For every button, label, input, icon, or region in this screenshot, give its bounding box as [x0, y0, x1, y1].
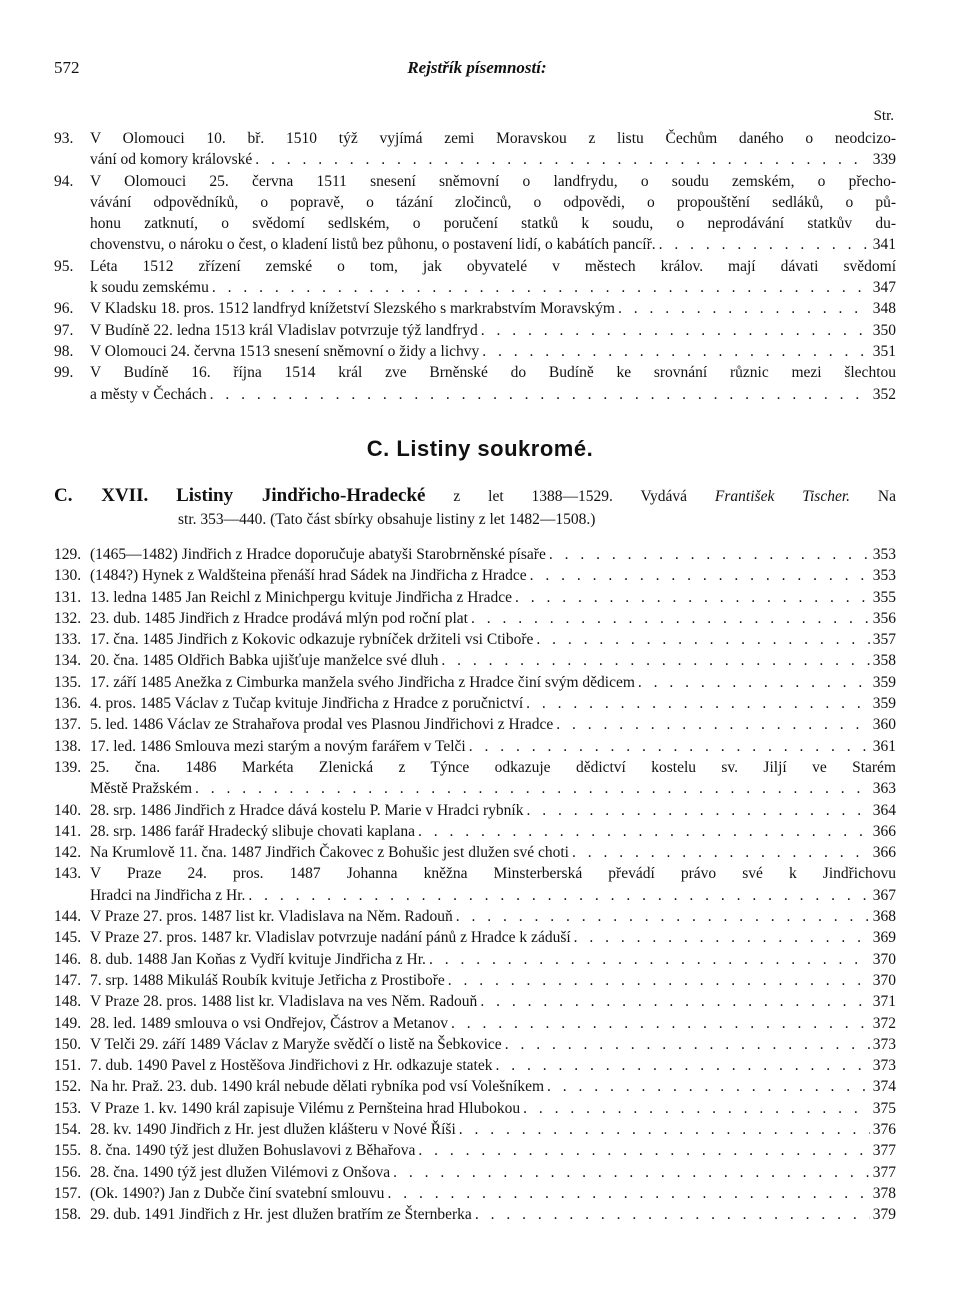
entry-text: 5. led. 1486 Václav ze Strahařova prodal ves Plasnou Jindřichovi z Hradce: [90, 716, 554, 734]
entry-line-last: [54, 277, 896, 298]
entry-line-last: [54, 544, 896, 565]
entry-text: 13. ledna 1485 Jan Reichl z Minichpergu kvituje Jindřicha z Hradce: [90, 588, 512, 606]
entry-leader: [90, 778, 896, 799]
entry-number: 130.: [54, 567, 82, 585]
entry-line-last: [54, 149, 896, 170]
entry-page: 377: [872, 1142, 896, 1160]
entry-number: 147.: [54, 971, 82, 989]
entry-number: 97.: [54, 321, 74, 339]
entry-line-last: [54, 608, 896, 629]
entry-text: V Praze 28. pros. 1488 list kr. Vladislava na ves Něm. Radouň: [90, 993, 478, 1011]
entry-text: 28. srp. 1486 farář Hradecký slibuje chovati kaplana: [90, 822, 415, 840]
entry-number: 142.: [54, 844, 82, 862]
entry-text: V Olomouci 25. června 1511 snesení sněmovní o landfrydu, o soudu zemském, o přecho-: [90, 172, 896, 190]
entry-line-last: [54, 341, 896, 362]
entry-text: V Olomouci 24. června 1513 snesení sněmovní o židy a lichvy: [90, 342, 480, 360]
entry-text: vání od komory královské: [90, 151, 253, 169]
entry-number: 158.: [54, 1206, 82, 1224]
entry-leader: [90, 629, 896, 650]
section-title: C. Listiny soukromé.: [366, 436, 594, 461]
entry-line-last: [54, 234, 896, 255]
entry-leader: [90, 384, 896, 405]
dot-leader: [481, 320, 870, 341]
entry-text: 7. dub. 1490 Pavel z Hostěšova Jindřichovi z Hr. odkazuje statek: [90, 1057, 493, 1075]
dot-leader: [441, 650, 869, 671]
entry-line-last: [54, 650, 896, 671]
entry-line-last: [54, 565, 896, 586]
entry-text: 17. září 1485 Anežka z Cimburka manžela svého Jindřicha z Hradce činí svým dědicem: [90, 673, 635, 691]
dot-leader: [572, 842, 870, 863]
entry-line-last: [54, 778, 896, 799]
entry-page: 370: [872, 971, 896, 989]
entry-line-last: [54, 384, 896, 405]
entry-line: [54, 362, 896, 383]
entry-number: 131.: [54, 588, 82, 606]
page-header: [54, 58, 900, 84]
entry-line-last: [54, 320, 896, 341]
dot-leader: [469, 736, 870, 757]
entry-line-last: [54, 672, 896, 693]
entry-page: 370: [872, 950, 896, 968]
entry-text: V Budíně 22. ledna 1513 král Vladislav potvrzuje týž landfryd: [90, 321, 478, 339]
entry-number: 94.: [54, 172, 74, 190]
dot-leader: [418, 821, 870, 842]
subsection-editor: František Tischer.: [714, 488, 851, 505]
entry-number: 139.: [54, 758, 82, 776]
entry-text: 17. led. 1486 Smlouva mezi starým a novým farářem v Telči: [90, 737, 466, 755]
subsection-span: z let 1388—1529.: [453, 488, 613, 505]
dot-leader: [638, 672, 870, 693]
dot-leader: [429, 949, 870, 970]
entry-line-last: [54, 693, 896, 714]
entry-number: 133.: [54, 631, 82, 649]
entry-leader: [90, 906, 896, 927]
entry-number: 157.: [54, 1184, 82, 1202]
entry-number: 149.: [54, 1014, 82, 1032]
entry-line: [54, 213, 896, 234]
entry-leader: [90, 1140, 896, 1161]
entry-page: 356: [872, 609, 896, 627]
entry-page: 359: [872, 673, 896, 691]
dot-leader: [549, 544, 870, 565]
entry-number: 156.: [54, 1163, 82, 1181]
entry-leader: [90, 736, 896, 757]
entry-leader: [90, 1055, 896, 1076]
subsection-na: Na: [877, 488, 896, 505]
entry-page: 369: [872, 929, 896, 947]
entry-page: 360: [872, 716, 896, 734]
dot-leader: [448, 970, 870, 991]
entry-line-last: [54, 587, 896, 608]
entry-page: 366: [872, 844, 896, 862]
entry-number: 137.: [54, 716, 82, 734]
entry-line: [54, 171, 896, 192]
entry-line: [54, 256, 896, 277]
entry-page: 372: [872, 1014, 896, 1032]
dot-leader: [659, 234, 870, 255]
dot-leader: [530, 565, 870, 586]
entry-leader: [90, 970, 896, 991]
entry-page: 353: [872, 546, 896, 563]
entry-text: vávání odpovědníků, o popravě, o tázání zločinců, o odpovědi, o propouštění sedláků, o pů-: [90, 193, 896, 211]
entry-page: 352: [872, 385, 896, 403]
entry-page: 373: [872, 1057, 896, 1075]
entry-number: 150.: [54, 1035, 82, 1053]
entry-text: 29. dub. 1491 Jindřich z Hr. jest dlužen bratřím ze Šternberka: [90, 1206, 472, 1224]
entry-leader: [90, 1119, 896, 1140]
entry-number: 154.: [54, 1121, 82, 1139]
entry-text: (1465—1482) Jindřich z Hradce doporučuje abatyši Starobrněnské písaře: [90, 546, 546, 563]
entry-page: 361: [872, 737, 896, 755]
entry-leader: [90, 927, 896, 948]
dot-leader: [523, 1098, 870, 1119]
entry-leader: [90, 565, 896, 586]
entry-number: 135.: [54, 673, 82, 691]
entry-number: 98.: [54, 342, 74, 360]
entry-line-last: [54, 1076, 896, 1097]
entry-leader: [90, 1076, 896, 1097]
entry-text: Na hr. Praž. 23. dub. 1490 král nebude dělati rybníka pod vsí Volešníkem: [90, 1078, 545, 1096]
entry-leader: [90, 650, 896, 671]
entry-line: [54, 757, 896, 778]
entry-number: 145.: [54, 929, 82, 947]
entry-text: V Olomouci 10. bř. 1510 týž vyjímá zemi Moravskou z listu Čechům daného o neodcizo-: [90, 130, 896, 147]
entry-page: 366: [872, 822, 896, 840]
entry-text: V Budíně 16. října 1514 král zve Brněnské do Budíně ke srovnání různic mezi šlechtou: [90, 364, 896, 382]
entry-text: k soudu zemskému: [90, 279, 209, 297]
entry-text: V Telči 29. září 1489 Václav z Maryže svědčí o listě na Šebkovice: [90, 1035, 502, 1053]
dot-leader: [393, 1162, 870, 1183]
entry-page: 367: [872, 886, 896, 904]
entry-number: 141.: [54, 822, 82, 840]
entry-number: 155.: [54, 1142, 82, 1160]
entry-text: 23. dub. 1485 Jindřich z Hradce prodává mlýn pod roční plat: [90, 609, 468, 627]
entry-leader: [90, 693, 896, 714]
entry-page: 375: [872, 1099, 896, 1117]
dot-leader: [255, 149, 869, 170]
page-column-label: Str.: [873, 108, 894, 124]
entry-page: 348: [872, 300, 896, 318]
dot-leader: [195, 778, 870, 799]
entry-number: 93.: [54, 130, 74, 147]
entry-page: 379: [872, 1206, 896, 1224]
entry-page: 355: [872, 588, 896, 606]
dot-leader: [574, 927, 870, 948]
entry-text: 28. kv. 1490 Jindřich z Hr. jest dlužen klášteru v Nové Říši: [90, 1121, 456, 1139]
running-title: Rejstřík písemností:: [407, 58, 547, 77]
entry-number: 96.: [54, 300, 74, 318]
dot-leader: [526, 800, 869, 821]
entry-line-last: [54, 906, 896, 927]
entry-text: (1484?) Hynek z Waldšteina přenáší hrad Sádek na Jindřicha z Hradce: [90, 567, 527, 585]
entry-page: 339: [872, 151, 896, 169]
entry-line-last: [54, 1013, 896, 1034]
entry-text: Hradci na Jindřicha z Hr.: [90, 886, 246, 904]
entry-line-last: [54, 1162, 896, 1183]
dot-leader: [210, 384, 870, 405]
entry-number: 151.: [54, 1057, 82, 1075]
entry-line-last: [54, 736, 896, 757]
dot-leader: [482, 341, 869, 362]
entry-line-last: [54, 629, 896, 650]
entry-number: 136.: [54, 695, 82, 713]
entry-line-last: [54, 1034, 896, 1055]
dot-leader: [536, 629, 869, 650]
entry-text: 28. čna. 1490 týž jest dlužen Vilémovi z Onšova: [90, 1163, 391, 1181]
entry-number: 153.: [54, 1099, 82, 1117]
entry-line: [54, 192, 896, 213]
entry-page: 353: [872, 567, 896, 585]
entry-leader: [90, 320, 896, 341]
entry-number: 143.: [54, 865, 82, 883]
entry-leader: [90, 1034, 896, 1055]
entry-leader: [90, 1183, 896, 1204]
entry-number: 132.: [54, 609, 82, 627]
entry-text: 17. čna. 1485 Jindřich z Kokovic odkazuje rybníček držiteli vsi Ctiboře: [90, 631, 534, 649]
entry-text: 28. srp. 1486 Jindřich z Hradce dává kostelu P. Marie v Hradci rybník: [90, 801, 524, 819]
entry-text: 25. čna. 1486 Markéta Zlenická z Týnce odkazuje dědictví kostelu sv. Jiljí ve Starém: [90, 758, 896, 776]
entry-line: [54, 128, 896, 149]
entry-leader: [90, 587, 896, 608]
entry-text: V Praze 27. pros. 1487 list kr. Vladislava na Něm. Radouň: [90, 908, 453, 926]
entry-line-last: [54, 1204, 896, 1225]
entry-page: 359: [872, 695, 896, 713]
dot-leader: [556, 714, 869, 735]
entry-text: 4. pros. 1485 Václav z Tučap kvituje Jindřicha z Hradce z poručnictví: [90, 695, 524, 713]
dot-leader: [526, 693, 870, 714]
entry-text: honu zatknutí, o svědomí sedlském, o poručení statků k soudu, o neprodávání statkův du-: [90, 215, 896, 233]
entry-page: 358: [872, 652, 896, 670]
entry-line-last: [54, 927, 896, 948]
entry-text: a městy v Čechách: [90, 385, 207, 403]
entry-line-last: [54, 1055, 896, 1076]
entry-text: 7. srp. 1488 Mikuláš Roubík kvituje Jetřicha z Prostiboře: [90, 971, 445, 989]
subsection-heading: [54, 484, 896, 531]
dot-leader: [418, 1140, 869, 1161]
entry-text: V Praze 24. pros. 1487 Johanna kněžna Minsterberská převádí právo své k Jindřichovu: [90, 865, 896, 883]
entry-number: 95.: [54, 257, 74, 275]
entry-text: 8. dub. 1488 Jan Koňas z Vydří kvituje Jindřicha z Hr.: [90, 950, 426, 968]
entry-page: 363: [872, 780, 896, 798]
entry-line-last: [54, 1140, 896, 1161]
subsection-heading-line: [54, 484, 896, 508]
entry-leader: [90, 608, 896, 629]
subsection-note: str. 353—440. (Tato část sbírky obsahuje listiny z let 1482—1508.): [178, 511, 596, 528]
entry-leader: [90, 1098, 896, 1119]
entry-number: 140.: [54, 801, 82, 819]
entry-leader: [90, 842, 896, 863]
entry-page: 368: [872, 908, 896, 926]
dot-leader: [387, 1183, 869, 1204]
dot-leader: [547, 1076, 870, 1097]
entry-line-last: [54, 1183, 896, 1204]
entry-text: 20. čna. 1485 Oldřich Babka ujišťuje manželce své dluh: [90, 652, 439, 670]
entry-page: 341: [872, 236, 896, 254]
entry-leader: [90, 821, 896, 842]
entry-number: 144.: [54, 908, 82, 926]
entry-leader: [90, 885, 896, 906]
entry-line-last: [54, 1098, 896, 1119]
dot-leader: [471, 608, 870, 629]
entry-line-last: [54, 821, 896, 842]
entry-line-last: [54, 1119, 896, 1140]
entry-number: 148.: [54, 993, 82, 1011]
dot-leader: [459, 1119, 870, 1140]
entry-text: Na Krumlově 11. čna. 1487 Jindřich Čakovec z Bohušic jest dlužen své choti: [90, 844, 569, 862]
entry-leader: [90, 991, 896, 1012]
entry-line: [54, 863, 896, 884]
entry-leader: [90, 298, 896, 319]
entry-page: 350: [872, 321, 896, 339]
entry-page: 373: [872, 1035, 896, 1053]
dot-leader: [496, 1055, 870, 1076]
page-number: 572: [54, 58, 80, 77]
dot-leader: [618, 298, 870, 319]
entry-text: 28. led. 1489 smlouva o vsi Ondřejov, Částrov a Metanov: [90, 1014, 449, 1032]
entry-line-last: [54, 842, 896, 863]
entry-text: V Praze 1. kv. 1490 král zapisuje Vilému z Pernšteina hrad Hlubokou: [90, 1099, 521, 1117]
entry-page: 357: [872, 631, 896, 649]
entry-number: 152.: [54, 1078, 82, 1096]
entry-leader: [90, 277, 896, 298]
entry-line-last: [54, 714, 896, 735]
entry-leader: [90, 1013, 896, 1034]
entry-number: 99.: [54, 364, 74, 382]
entry-text: 8. čna. 1490 týž jest dlužen Bohuslavovi z Běhařova: [90, 1142, 416, 1160]
dot-leader: [212, 277, 870, 298]
entry-text: Léta 1512 zřízení zemské o tom, jak obyvatelé v městech králov. mají dávati svědomí: [90, 257, 896, 275]
entry-leader: [90, 1162, 896, 1183]
entry-leader: [90, 672, 896, 693]
entry-number: 146.: [54, 950, 82, 968]
entry-page: 378: [872, 1184, 896, 1202]
entry-page: 364: [872, 801, 896, 819]
entry-number: 134.: [54, 652, 82, 670]
entry-page: 376: [872, 1121, 896, 1139]
entry-page: 351: [872, 342, 896, 360]
entry-number: 129.: [54, 546, 82, 563]
entry-line-last: [54, 298, 896, 319]
dot-leader: [451, 1013, 870, 1034]
entry-page: 347: [872, 279, 896, 297]
entry-text: Městě Pražském: [90, 780, 193, 798]
dot-leader: [480, 991, 869, 1012]
entry-line-last: [54, 800, 896, 821]
entry-leader: [90, 149, 896, 170]
subsection-label: C. XVII.: [54, 485, 149, 506]
entry-text: chovenstvu, o nároku o čest, o kladení listů bez půhonu, o postavení lidí, o kabátích pancíř.: [90, 236, 656, 254]
dot-leader: [505, 1034, 870, 1055]
subsection-editor-prefix: Vydává: [640, 488, 688, 505]
entry-page: 371: [872, 993, 896, 1011]
register-list-a: [54, 128, 896, 405]
entry-text: (Ok. 1490?) Jan z Dubče činí svatební smlouvu: [90, 1184, 385, 1202]
dot-leader: [248, 885, 869, 906]
dot-leader: [456, 906, 870, 927]
entry-page: 377: [872, 1163, 896, 1181]
entry-leader: [90, 234, 896, 255]
entry-leader: [90, 544, 896, 565]
entry-leader: [90, 714, 896, 735]
dot-leader: [475, 1204, 870, 1225]
subsection-title: Listiny Jindřicho-Hradecké: [176, 485, 426, 506]
dot-leader: [515, 587, 870, 608]
entry-leader: [90, 1204, 896, 1225]
entry-page: 374: [872, 1078, 896, 1096]
entry-text: V Praze 27. pros. 1487 kr. Vladislav potvrzuje nadání pánů z Hradce k záduší: [90, 929, 571, 947]
entry-line-last: [54, 885, 896, 906]
register-list-c: [54, 544, 896, 1226]
entry-line-last: [54, 949, 896, 970]
entry-line-last: [54, 970, 896, 991]
entry-line-last: [54, 991, 896, 1012]
entry-text: V Kladsku 18. pros. 1512 landfryd knížetství Slezského s markrabstvím Moravským: [90, 300, 615, 318]
entry-leader: [90, 800, 896, 821]
entry-leader: [90, 341, 896, 362]
entry-leader: [90, 949, 896, 970]
entry-number: 138.: [54, 737, 82, 755]
